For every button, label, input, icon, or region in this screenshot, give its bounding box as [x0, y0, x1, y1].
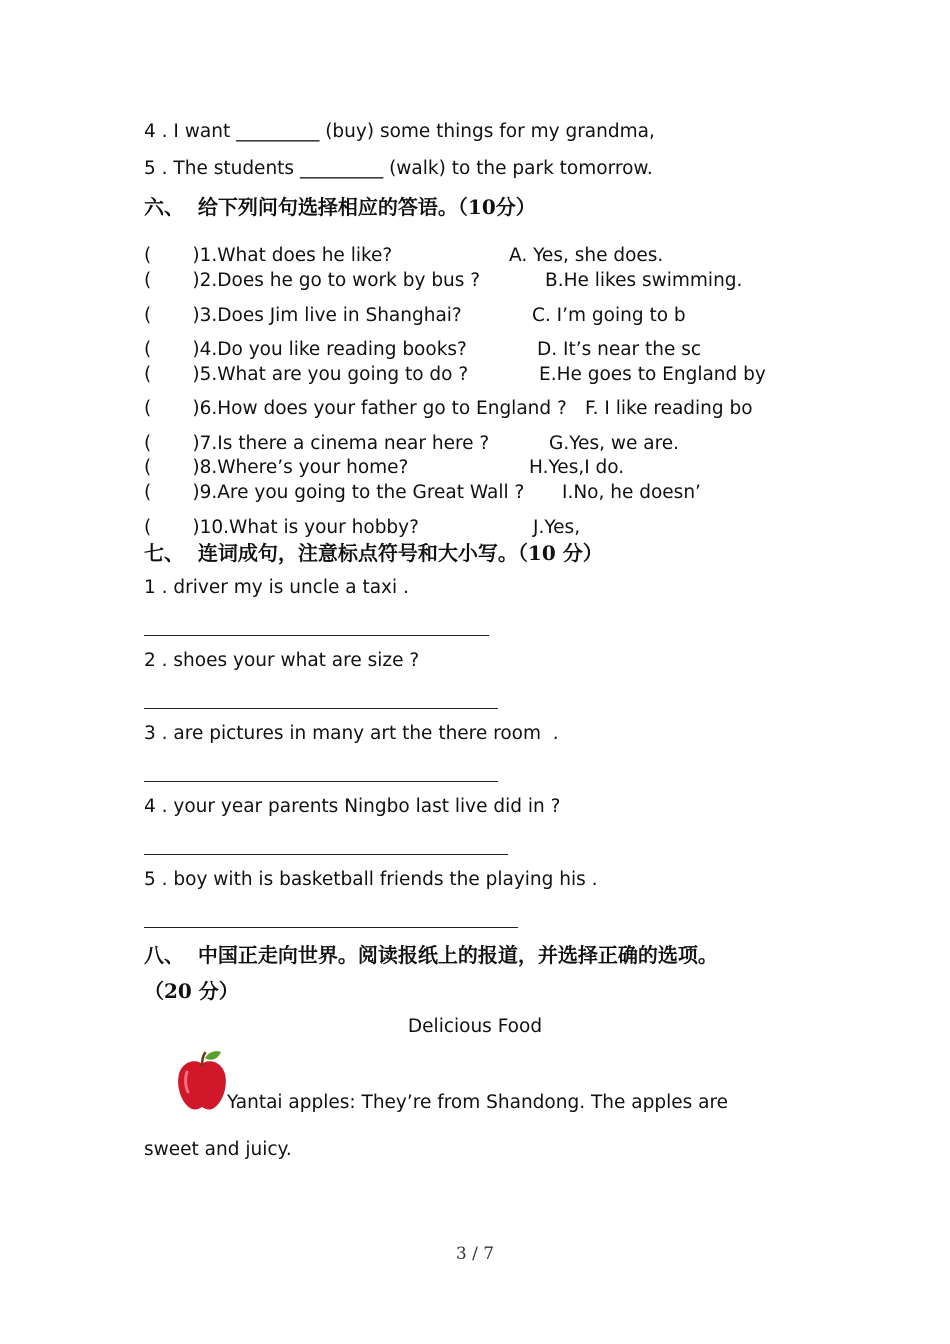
answer-b: B.He likes swimming. — [545, 270, 743, 291]
answer-line-5 — [144, 927, 518, 928]
question-9: ( )9.Are you going to the Great Wall ? — [144, 482, 525, 503]
question-7: ( )7.Is there a cinema near here ? — [144, 433, 490, 454]
question-3: ( )3.Does Jim live in Shanghai? — [144, 305, 462, 326]
apple-description-line-2: sweet and juicy. — [144, 1139, 292, 1160]
answer-g: G.Yes, we are. — [549, 433, 680, 454]
question-1: ( )1.What does he like? — [144, 245, 393, 266]
answer-h: H.Yes,I do. — [529, 457, 625, 478]
sentence-item-2: 2 . shoes your what are size ? — [144, 650, 420, 671]
sentence-item-3: 3 . are pictures in many art the there room . — [144, 723, 559, 744]
answer-d: D. It’s near the sc — [537, 339, 702, 360]
sentence-item-4: 4 . your year parents Ningbo last live did in ? — [144, 796, 561, 817]
answer-j: J.Yes, — [533, 517, 581, 538]
question-4: ( )4.Do you like reading books? — [144, 339, 467, 360]
answer-e: E.He goes to England by — [539, 364, 766, 385]
answer-f: F. I like reading bo — [585, 398, 753, 419]
section-7-title: 七、 连词成句，注意标点符号和大小写。（10 分） — [144, 541, 603, 565]
question-10: ( )10.What is your hobby? — [144, 517, 419, 538]
apple-description-line-1: Yantai apples: They’re from Shandong. The apples are — [227, 1092, 729, 1113]
section-6-title: 六、 给下列问句选择相应的答语。（10分） — [144, 195, 536, 219]
section-8-score: （20 分） — [144, 979, 239, 1003]
sentence-item-1: 1 . driver my is uncle a taxi . — [144, 577, 409, 598]
answer-i: I.No, he doesn’ — [562, 482, 701, 503]
apple-icon — [175, 1050, 229, 1112]
question-5: ( )5.What are you going to do ? — [144, 364, 469, 385]
answer-line-2 — [144, 708, 498, 709]
question-2: ( )2.Does he go to work by bus ? — [144, 270, 481, 291]
answer-line-4 — [144, 854, 508, 855]
answer-line-1 — [144, 635, 489, 636]
question-8: ( )8.Where’s your home? — [144, 457, 409, 478]
page-number: 3 / 7 — [455, 1244, 495, 1264]
answer-line-3 — [144, 781, 498, 782]
section-8-title: 八、 中国正走向世界。阅读报纸上的报道，并选择正确的选项。 — [144, 943, 718, 967]
fill-blank-5: 5 . The students _________ (walk) to the park tomorrow. — [144, 158, 653, 179]
fill-blank-4: 4 . I want _________ (buy) some things for my grandma, — [144, 121, 655, 142]
answer-c: C. I’m going to b — [532, 305, 686, 326]
article-title: Delicious Food — [407, 1016, 543, 1037]
answer-a: A. Yes, she does. — [509, 245, 664, 266]
question-6: ( )6.How does your father go to England ? — [144, 398, 567, 419]
sentence-item-5: 5 . boy with is basketball friends the playing his . — [144, 869, 598, 890]
